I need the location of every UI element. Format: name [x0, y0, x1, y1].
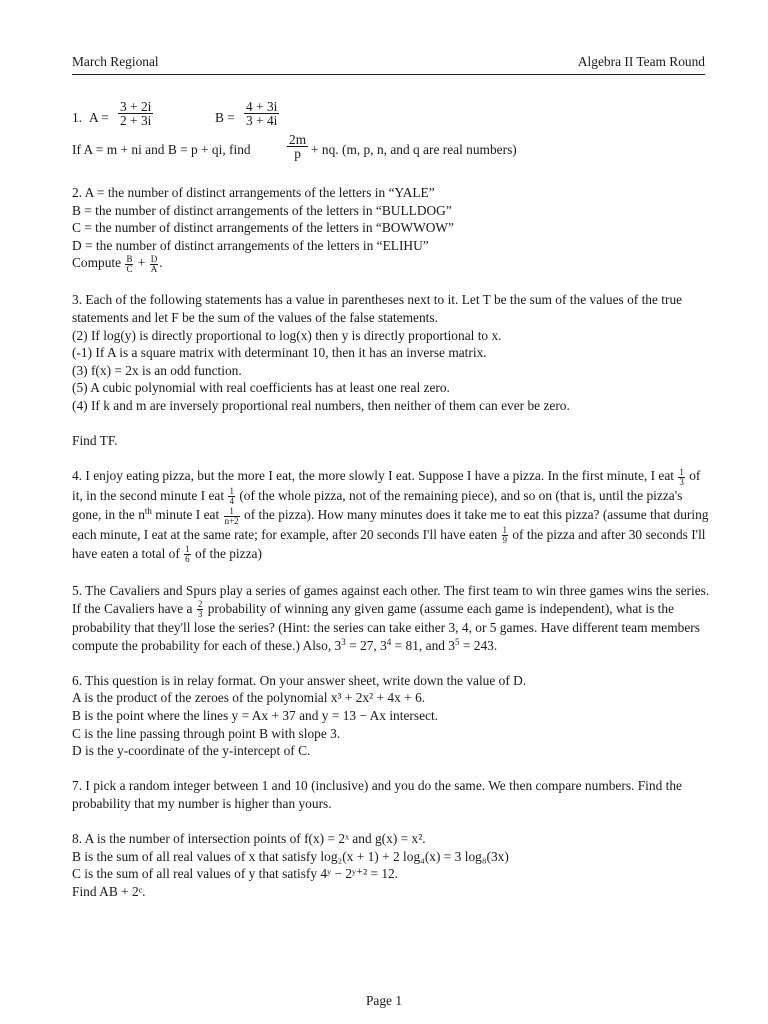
fraction-b [244, 100, 279, 127]
problem-list [72, 98, 712, 918]
fraction-two-thirds [197, 600, 204, 619]
plus-sign: + [137, 255, 146, 271]
problem-6-line-d: D is the y-coordinate of the y-intercept of C. [72, 743, 311, 759]
header-left: March Regional [72, 54, 159, 69]
fraction-b-numerator: 4 + 3i [246, 99, 278, 114]
problem-4-text: of it, in the second minute I eat [72, 468, 701, 503]
fraction-a [118, 100, 153, 127]
problem-4 [72, 467, 712, 564]
fraction-numerator: 1 [185, 544, 190, 555]
fraction-one-third [678, 468, 685, 487]
problem-3-find: Find TF. [72, 433, 118, 449]
fraction-one-sixth [184, 545, 191, 564]
statement-5: (4) If k and m are inversely proportional real numbers, then neither of them can ever be zero. [72, 397, 570, 413]
statement-3: (3) f(x) = 2x is an odd function. [72, 362, 242, 378]
fraction-denominator: 4 [229, 496, 234, 507]
fraction-a-numerator: 3 + 2i [120, 99, 152, 114]
problem-2-line-c: C = the number of distinct arrangements of the letters in “BOWWOW” [72, 220, 454, 236]
problem-5 [72, 582, 712, 654]
problem-4-text: of the pizza). How many minutes does it take me to eat this pizza? (assume that during each minute, I eat at the same rate; for example, after 20 seconds I'll have eaten [72, 507, 709, 542]
compute-label: Compute [72, 255, 122, 271]
fraction-d-over-a [150, 255, 159, 274]
problem-1-b-lhs: B = [215, 110, 235, 125]
fraction-denominator: n+2 [224, 515, 239, 526]
fraction-denominator: 9 [502, 535, 507, 546]
problem-2-line-b: B = the number of distinct arrangements of the letters in “BULLDOG” [72, 202, 452, 218]
header-right: Algebra II Team Round [577, 54, 705, 69]
fraction-one-fourth [228, 487, 235, 506]
period: . [159, 255, 163, 271]
problem-8-line-c: C is the sum of all real values of y that satisfy 4ʸ − 2ʸ⁺² = 12. [72, 866, 399, 882]
problem-1-question: If A = m + ni and B = p + qi, find [72, 142, 251, 157]
problem-8-line-b: B is the sum of all real values of x that satisfy log₂(x + 1) + 2 log₄(x) = 3 log₈(3x) [72, 848, 509, 864]
fraction-numerator: B [126, 253, 133, 264]
page-footer [0, 992, 768, 1010]
page-number: Page 1 [365, 993, 403, 1008]
fraction-2m-numerator: 2m [289, 132, 307, 147]
problem-7: 7. I pick a random integer between 1 and 10 (inclusive) and you do the same. We then compare numbers. Find the probability that my number is higher than yours. [72, 778, 683, 811]
problem-6-line-1: 6. This question is in relay format. On your answer sheet, write down the value of D. [72, 672, 527, 688]
problem-2 [72, 184, 712, 274]
statement-2: (-1) If A is a square matrix with determinant 10, then it has an inverse matrix. [72, 345, 487, 361]
page-header [72, 53, 705, 73]
fraction-2m-over-p [287, 133, 308, 160]
exponent: 5 [455, 636, 460, 647]
fraction-denominator: C [126, 263, 133, 274]
superscript-th: th [144, 506, 152, 517]
exponent: 4 [386, 636, 392, 647]
problem-8-line-a: 8. A is the number of intersection points of f(x) = 2ˣ and g(x) = x². [72, 831, 426, 847]
statement-1: (2) If log(y) is directly proportional to log(x) then y is directly proportional to x. [72, 327, 502, 343]
fraction-numerator: 1 [502, 525, 507, 536]
problem-2-line-d: D = the number of distinct arrangements of the letters in “ELIHU” [72, 237, 429, 253]
problem-4-text: (of the whole pizza, not of the remaining piece), and so on (that is, until the pizza's gone, in the n [72, 487, 683, 523]
header-rule [72, 74, 705, 75]
problem-4-text: of the pizza) [195, 546, 262, 562]
fraction-denominator: 6 [185, 554, 190, 565]
fraction-numerator: 1 [224, 507, 240, 517]
problem-6-line-a: A is the product of the zeroes of the polynomial x³ + 2x² + 4x + 6. [72, 690, 426, 706]
problem-2-line-a: 2. A = the number of distinct arrangements of the letters in “YALE” [72, 185, 435, 200]
problem-1-number: 1. [72, 110, 83, 125]
statement-4: (5) A cubic polynomial with real coefficients has at least one real zero. [72, 380, 450, 396]
fraction-denominator: 3 [679, 476, 684, 487]
problem-5-text: = 243. [462, 637, 498, 653]
problem-5-text: probability of winning any given game (assume each game is independent), what is the probability that they'll lose the series? (Hint: the series can take either 3, 4, or 5 games. Have different team members compute the probability for each of these.) Also, 3 [72, 600, 700, 653]
problem-5-text: = 27, 3 [349, 637, 387, 653]
fraction-a-denominator: 2 + 3i [120, 113, 152, 128]
fraction-b-over-c [125, 255, 133, 274]
problem-3 [72, 291, 712, 449]
fraction-2m-denominator: p [294, 146, 301, 161]
fraction-denominator: A [150, 263, 158, 274]
problem-2-compute [72, 254, 712, 273]
problem-8-find: Find AB + 2ᶜ. [72, 883, 146, 899]
problem-3-intro: 3. Each of the following statements has a value in parentheses next to it. Let T be the sum of the values of the true statements and let F be the sum of the values of the false statements. [72, 292, 683, 325]
problem-1 [72, 98, 712, 174]
problem-5-text: 5. The Cavaliers and Spurs play a series of games against each other. The first team to win three games wins the series. If the Cavaliers have a [72, 583, 710, 616]
problem-4-text: of the pizza and after 30 seconds I'll have eaten a total of [72, 526, 706, 562]
problem-8 [72, 830, 712, 900]
problem-1-question-end: + nq. (m, p, n, and q are real numbers) [311, 142, 517, 157]
fraction-numerator: D [150, 253, 158, 264]
problem-6-line-b: B is the point where the lines y = Ax + 37 and y = 13 − Ax intersect. [72, 708, 439, 724]
problem-4-text: minute I eat [155, 507, 220, 523]
problem-5-text: = 81, and 3 [394, 637, 456, 653]
problem-6 [72, 672, 712, 760]
fraction-one-over-n-plus-2 [224, 507, 240, 526]
problem-4-text: 4. I enjoy eating pizza, but the more I eat, the more slowly I eat. Suppose I have a pizza. In the first minute, I eat [72, 468, 674, 484]
fraction-numerator: 1 [229, 486, 234, 497]
fraction-numerator: 1 [679, 466, 684, 477]
problem-6-line-c: C is the line passing through point B with slope 3. [72, 725, 341, 741]
fraction-numerator: 2 [197, 599, 203, 610]
fraction-denominator: 3 [197, 609, 203, 620]
exponent: 3 [341, 636, 346, 647]
fraction-b-denominator: 3 + 4i [246, 113, 278, 128]
problem-1-a-lhs: A = [89, 110, 109, 125]
fraction-one-ninth [502, 526, 509, 545]
